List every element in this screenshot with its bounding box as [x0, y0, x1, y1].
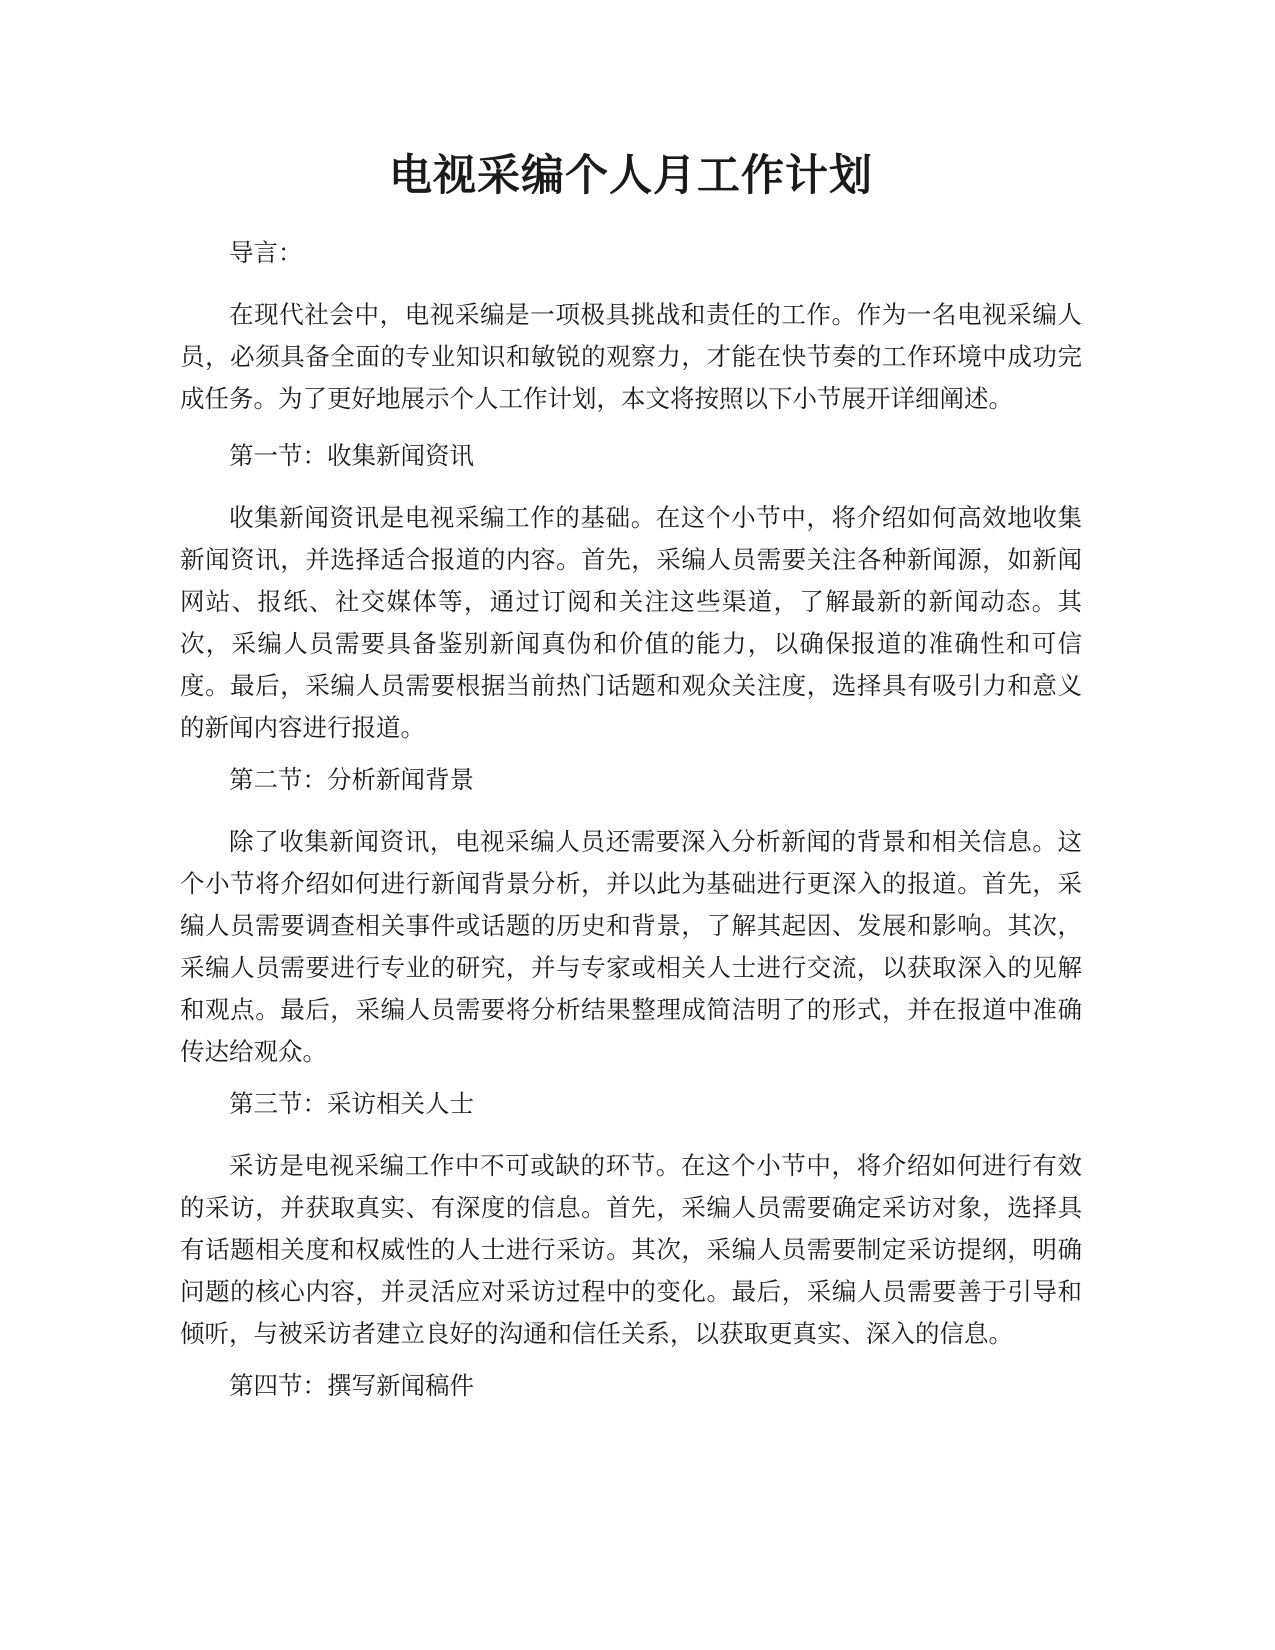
section-body-3: 采访是电视采编工作中不可或缺的环节。在这个小节中，将介绍如何进行有效的采访，并获取真实、有深度的信息。首先，采编人员需要确定采访对象，选择具有话题相关度和权威性的人士进行采访。其次，采编人员需要制定采访提纲，明确问题的核心内容，并灵活应对采访过程中的变化。最后，采编人员需要善于引导和倾听，与被采访者建立良好的沟通和信任关系，以获取更真实、深入的信息。 — [180, 1151, 1082, 1348]
section-heading-3: 第三节：采访相关人士 — [229, 1089, 474, 1118]
section-body-2: 除了收集新闻资讯，电视采编人员还需要深入分析新闻的背景和相关信息。这个小节将介绍如何进行新闻背景分析，并以此为基础进行更深入的报道。首先，采编人员需要调查相关事件或话题的历史和背景，了解其起因、发展和影响。其次，采编人员需要进行专业的研究，并与专家或相关人士进行交流，以获取深入的见解和观点。最后，采编人员需要将分析结果整理成简洁明了的形式，并在报道中准确传达给观众。 — [180, 827, 1082, 1066]
section-body-1: 收集新闻资讯是电视采编工作的基础。在这个小节中，将介绍如何高效地收集新闻资讯，并选择适合报道的内容。首先，采编人员需要关注各种新闻源，如新闻网站、报纸、社交媒体等，通过订阅和关注这些渠道，了解最新的新闻动态。其次，采编人员需要具备鉴别新闻真伪和价值的能力，以确保报道的准确性和可信度。最后，采编人员需要根据当前热门话题和观众关注度，选择具有吸引力和意义的新闻内容进行报道。 — [180, 503, 1082, 742]
intro-label: 导言： — [229, 238, 303, 267]
section-heading-4: 第四节：撰写新闻稿件 — [229, 1371, 474, 1400]
section-heading-2: 第二节：分析新闻背景 — [229, 765, 474, 794]
section-heading-1: 第一节：收集新闻资讯 — [229, 441, 474, 470]
intro-paragraph: 在现代社会中，电视采编是一项极具挑战和责任的工作。作为一名电视采编人员，必须具备全面的专业知识和敏锐的观察力，才能在快节奏的工作环境中成功完成任务。为了更好地展示个人工作计划，本文将按照以下小节展开详细阐述。 — [180, 300, 1082, 413]
document-title: 电视采编个人月工作计划 — [389, 151, 873, 201]
